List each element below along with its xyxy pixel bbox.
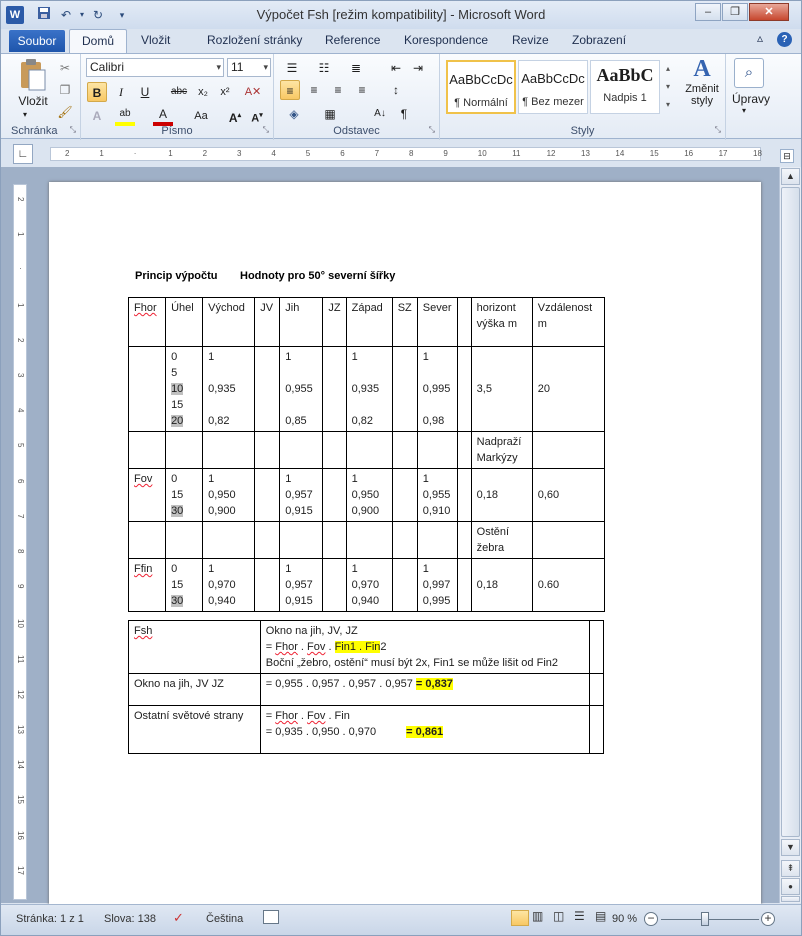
- paragraph-group: [274, 54, 440, 140]
- underline-button[interactable]: U: [140, 85, 150, 99]
- word-count[interactable]: Slova: 138: [104, 913, 156, 925]
- text-effects-icon[interactable]: A: [92, 109, 102, 123]
- font-name-box[interactable]: [86, 58, 224, 77]
- highlight-icon[interactable]: ab: [115, 106, 135, 126]
- table-row-osteni: [129, 522, 605, 559]
- clipboard-group: [1, 54, 81, 140]
- bullets-icon[interactable]: ☰: [286, 61, 298, 75]
- sort-icon[interactable]: A↓: [374, 108, 386, 119]
- decrease-indent-icon[interactable]: ⇤: [390, 61, 402, 75]
- ruler-tick-label: 2: [202, 149, 208, 158]
- formula-table: [128, 620, 604, 754]
- close-button[interactable]: ✕: [749, 3, 789, 21]
- format-painter-icon[interactable]: 🖌: [57, 105, 73, 119]
- restore-button[interactable]: ❐: [722, 3, 748, 21]
- ruler-tick-label: ·: [16, 267, 25, 271]
- style-sample: AaBbCcDc: [521, 71, 585, 86]
- table-cell: Ostatní světové strany: [129, 706, 261, 754]
- font-size-box[interactable]: [227, 58, 271, 77]
- table-cell: Ostění žebra: [471, 522, 532, 559]
- editing-dropdown-icon[interactable]: ▾: [742, 106, 747, 115]
- table-row: [129, 621, 604, 674]
- table-row-ffin: [129, 559, 605, 612]
- header-cell: Úhel: [166, 298, 203, 347]
- clipboard-launcher-icon[interactable]: ⤡: [69, 125, 76, 134]
- ruler-tick-label: 8: [16, 549, 25, 554]
- table-cell: [255, 347, 280, 432]
- copy-icon[interactable]: ❐: [59, 83, 71, 97]
- ruler-tick-label: 12: [16, 689, 25, 699]
- undo-dropdown-icon[interactable]: ▾: [79, 10, 84, 19]
- align-right-button[interactable]: ≡: [334, 83, 342, 97]
- paragraph-group-label: Odstavec: [333, 125, 380, 137]
- ribbon-tab-row: [1, 29, 801, 53]
- editing-label[interactable]: Úpravy: [731, 92, 770, 106]
- multilevel-list-icon[interactable]: ≣: [350, 61, 362, 75]
- table-cell: 1 0,970 0,940: [203, 559, 255, 612]
- ruler-tick-label: 11: [16, 654, 25, 663]
- ruler-tick-label: 12: [546, 149, 556, 158]
- doc-subheading: Hodnoty pro 50° severní šířky: [240, 270, 396, 282]
- table-cell: Fsh: [129, 621, 261, 674]
- proofing-icon[interactable]: ✓: [173, 910, 184, 925]
- table-cell: 0 15 30: [166, 559, 203, 612]
- table-cell: [457, 347, 471, 432]
- clipboard-group-label: Schránka: [11, 125, 58, 137]
- justify-button[interactable]: ≡: [358, 83, 366, 97]
- ruler-tick-label: 7: [374, 149, 380, 158]
- ruler-tick-label: 11: [512, 149, 521, 158]
- ruler-tick-label: 13: [16, 725, 25, 734]
- bold-button[interactable]: B: [87, 82, 107, 102]
- ruler-tick-label: 5: [305, 149, 311, 158]
- language[interactable]: Čeština: [206, 913, 244, 925]
- table-cell: 0.60: [532, 559, 604, 612]
- previous-page-icon[interactable]: ⇞: [781, 860, 800, 877]
- table-cell: 0 5 10 15 20: [166, 347, 203, 432]
- style-name: Nadpis 1: [603, 92, 647, 104]
- table-cell: 1 0,997 0,995: [417, 559, 457, 612]
- zoom-in-icon[interactable]: +: [761, 912, 775, 926]
- table-cell: 1 0,950 0,900: [346, 469, 392, 522]
- table-row-nadprazi: [129, 432, 605, 469]
- zoom-slider-track[interactable]: [661, 919, 759, 920]
- change-styles-button[interactable]: [680, 56, 724, 122]
- font-group: [81, 54, 274, 140]
- table-cell: 0,60: [532, 469, 604, 522]
- table-cell: 1 0,935 0,82: [346, 347, 392, 432]
- ruler-tick-label: 4: [16, 408, 25, 413]
- table-cell: 0,18: [471, 559, 532, 612]
- status-bar: [1, 904, 801, 935]
- numbering-icon[interactable]: ☷: [318, 61, 330, 75]
- clear-formatting-icon[interactable]: A✕: [244, 86, 262, 98]
- ruler-tick-label: 4: [271, 149, 276, 158]
- horizontal-ruler[interactable]: [50, 147, 761, 161]
- show-formatting-icon[interactable]: ¶: [400, 107, 408, 121]
- font-size-value: 11: [231, 60, 244, 74]
- styles-launcher-icon[interactable]: ⤡: [714, 125, 721, 134]
- font-name-value: Calibri: [90, 60, 125, 74]
- tab-view[interactable]: Zobrazení: [572, 33, 627, 47]
- table-row-fov: [129, 469, 605, 522]
- paste-label[interactable]: Vložit: [18, 94, 48, 108]
- header-cell: horizont výška m: [471, 298, 532, 347]
- macro-record-icon[interactable]: [263, 910, 279, 924]
- header-cell: Západ: [346, 298, 392, 347]
- ruler-tick-label: 14: [16, 760, 25, 770]
- page-count[interactable]: Stránka: 1 z 1: [16, 913, 84, 925]
- binoculars-icon[interactable]: ⌕: [734, 58, 764, 88]
- values-table: [128, 297, 605, 612]
- italic-button[interactable]: I: [119, 85, 123, 99]
- ruler-tick-label: 13: [581, 149, 590, 158]
- ruler-tick-label: 1: [168, 149, 173, 158]
- customize-quick-access-icon[interactable]: ▾: [119, 10, 125, 20]
- scroll-up-icon[interactable]: ▲: [781, 168, 800, 185]
- undo-icon[interactable]: ↶: [60, 8, 72, 22]
- chevron-down-icon[interactable]: ▾: [216, 62, 221, 72]
- style-name: ¶ Normální: [454, 97, 508, 109]
- font-group-label: Písmo: [161, 125, 193, 137]
- cut-icon[interactable]: ✂: [59, 61, 71, 75]
- document-page[interactable]: [49, 182, 761, 905]
- table-row-fhor: [129, 347, 605, 432]
- zoom-level[interactable]: 90 %: [612, 913, 638, 925]
- style-normal[interactable]: [446, 60, 516, 114]
- change-styles-label: Změnit styly: [685, 83, 719, 107]
- web-layout-view-icon[interactable]: ◫: [553, 909, 565, 923]
- redo-icon[interactable]: ↻: [92, 8, 104, 22]
- table-cell: 1 0,957 0,915: [280, 559, 323, 612]
- tab-home[interactable]: Domů: [69, 29, 127, 54]
- zoom-slider-thumb[interactable]: [701, 912, 709, 926]
- styles-scroll[interactable]: ▴ ▾ ▾: [665, 64, 670, 109]
- ribbon: [1, 53, 801, 139]
- table-cell: Okno na jih, JV JZ: [129, 674, 261, 706]
- align-left-button[interactable]: ≡: [280, 80, 300, 100]
- draft-view-icon[interactable]: ▤: [595, 909, 607, 923]
- table-row: [129, 674, 604, 706]
- superscript-button[interactable]: x²: [220, 86, 230, 98]
- full-screen-view-icon[interactable]: ▥: [532, 909, 544, 923]
- window-title: Výpočet Fsh [režim kompatibility] - Microsoft Word: [256, 7, 546, 22]
- header-cell: JV: [255, 298, 280, 347]
- table-cell: [392, 347, 417, 432]
- header-cell: Jih: [280, 298, 323, 347]
- table-header-row: [129, 298, 605, 347]
- table-cell: Fov: [129, 469, 166, 522]
- table-cell: = Fhor . Fov . Fin = 0,935 . 0,950 . 0,970 = 0,861: [260, 706, 589, 754]
- ruler-tick-label: 14: [615, 149, 625, 158]
- header-cell: SZ: [392, 298, 417, 347]
- table-cell: 1 0,957 0,915: [280, 469, 323, 522]
- ruler-tick-label: 10: [16, 619, 25, 629]
- tab-insert[interactable]: Vložit: [141, 33, 171, 47]
- styles-group: [440, 54, 726, 140]
- ruler-tick-label: 3: [16, 373, 25, 378]
- ruler-tick-label: 7: [16, 513, 25, 519]
- outline-view-icon[interactable]: ☰: [574, 909, 585, 923]
- change-styles-icon: A: [693, 56, 711, 82]
- ruler-tick-label: 17: [16, 865, 25, 875]
- style-sample: AaBbC: [596, 65, 654, 85]
- vertical-ruler[interactable]: [13, 184, 27, 900]
- change-case-icon[interactable]: Aa: [194, 110, 208, 122]
- line-spacing-icon[interactable]: ↕: [393, 83, 399, 97]
- next-page-icon[interactable]: [781, 896, 800, 902]
- shading-icon[interactable]: ◈: [289, 107, 299, 121]
- borders-icon[interactable]: ▦: [324, 107, 336, 121]
- ruler-tick-label: 18: [753, 149, 762, 158]
- subscript-button[interactable]: x₂: [198, 86, 208, 98]
- table-cell: Nadpraží Markýzy: [471, 432, 532, 469]
- table-cell: 1 0,995 0,98: [417, 347, 457, 432]
- minimize-button[interactable]: –: [695, 3, 721, 21]
- tab-file[interactable]: Soubor: [9, 30, 65, 52]
- header-cell: Vzdálenost m: [532, 298, 604, 347]
- ruler-tick-label: 2: [16, 337, 25, 343]
- styles-group-label: Styly: [570, 125, 595, 137]
- print-layout-view-icon[interactable]: [511, 910, 529, 926]
- scroll-thumb[interactable]: [781, 187, 800, 837]
- ruler-tick-label: 16: [16, 830, 25, 840]
- paragraph-launcher-icon[interactable]: ⤡: [428, 125, 435, 134]
- table-cell: 0 15 30: [166, 469, 203, 522]
- title-bar: [1, 1, 801, 29]
- tab-review[interactable]: Revize: [512, 33, 549, 47]
- doc-heading: Princip výpočtu: [135, 270, 218, 282]
- ruler-tick-label: 10: [477, 149, 487, 158]
- scroll-down-icon[interactable]: ▼: [781, 839, 800, 856]
- align-center-button[interactable]: ≡: [310, 83, 318, 97]
- vertical-scrollbar[interactable]: [779, 167, 801, 903]
- tab-references[interactable]: Reference: [325, 33, 381, 47]
- ruler-tick-label: 2: [16, 197, 25, 202]
- select-browse-object-icon[interactable]: ●: [781, 878, 800, 895]
- header-cell: Fhor: [129, 298, 166, 347]
- table-cell: 20: [532, 347, 604, 432]
- save-icon[interactable]: [35, 6, 53, 24]
- view-ruler-icon[interactable]: ⊟: [780, 149, 794, 163]
- font-color-icon[interactable]: A: [153, 106, 173, 126]
- ruler-tick-label: 15: [16, 795, 25, 805]
- font-launcher-icon[interactable]: ⤡: [262, 125, 269, 134]
- ruler-tick-label: 6: [16, 478, 25, 484]
- ruler-tick-label: 16: [684, 149, 694, 158]
- ruler-tick-label: 6: [340, 149, 345, 158]
- editing-group: [726, 54, 801, 140]
- tab-stop-selector[interactable]: ∟: [13, 144, 33, 164]
- ruler-tick-label: ·: [133, 149, 137, 158]
- header-cell: [457, 298, 471, 347]
- shrink-font-icon[interactable]: A▾: [251, 112, 263, 125]
- table-cell: Ffin: [129, 559, 166, 612]
- tab-page-layout[interactable]: Rozložení stránky: [207, 33, 303, 47]
- style-no-spacing[interactable]: [518, 60, 588, 114]
- ruler-tick-label: 2: [65, 149, 70, 158]
- table-cell: 3,5: [471, 347, 532, 432]
- ruler-tick-label: 3: [237, 149, 242, 158]
- ruler-tick-label: 9: [443, 149, 448, 158]
- ruler-tick-label: 8: [409, 149, 414, 158]
- ruler-tick-label: 15: [649, 149, 659, 158]
- table-cell: = 0,955 . 0,957 . 0,957 . 0,957 = 0,837: [260, 674, 589, 706]
- zoom-out-icon[interactable]: −: [644, 912, 658, 926]
- table-cell: 1 0,955 0,85: [280, 347, 323, 432]
- word-app-icon[interactable]: W: [6, 6, 24, 24]
- table-cell: 1 0,935 0,82: [203, 347, 255, 432]
- table-cell: 1 0,950 0,900: [203, 469, 255, 522]
- style-sample: AaBbCcDc: [449, 72, 513, 87]
- paste-icon: [15, 58, 49, 94]
- header-cell: Sever: [417, 298, 457, 347]
- table-cell: [323, 347, 346, 432]
- style-heading-1[interactable]: [590, 60, 660, 114]
- increase-indent-icon[interactable]: ⇥: [412, 61, 424, 75]
- table-cell: 0,18: [471, 469, 532, 522]
- minimize-ribbon-icon[interactable]: ▵: [757, 31, 764, 45]
- style-name: ¶ Bez mezer: [522, 96, 584, 108]
- grow-font-icon[interactable]: A▴: [228, 111, 242, 125]
- tab-mailings[interactable]: Korespondence: [404, 33, 489, 47]
- ruler-tick-label: 5: [16, 443, 25, 448]
- ruler-tick-label: 9: [16, 584, 25, 589]
- ruler-tick-label: 1: [16, 302, 25, 308]
- strikethrough-button[interactable]: abc: [170, 86, 188, 97]
- table-cell: Okno na jih, JV, JZ = Fhor . Fov . Fin1 . Fin2 Boční „žebro, ostění“ musí být 2x, Fin1 se může lišit od Fin2: [260, 621, 589, 674]
- table-cell: 1 0,955 0,910: [417, 469, 457, 522]
- ruler-tick-label: 1: [99, 149, 104, 158]
- table-row: [129, 706, 604, 754]
- table-cell: [129, 347, 166, 432]
- table-cell: 1 0,970 0,940: [346, 559, 392, 612]
- ruler-tick-label: 1: [16, 232, 25, 237]
- header-cell: Východ: [203, 298, 255, 347]
- chevron-down-icon[interactable]: ▾: [263, 62, 268, 72]
- paste-dropdown-icon[interactable]: ▾: [23, 110, 28, 119]
- help-icon[interactable]: ?: [777, 32, 792, 47]
- header-cell: JZ: [323, 298, 346, 347]
- ruler-tick-label: 17: [718, 149, 728, 158]
